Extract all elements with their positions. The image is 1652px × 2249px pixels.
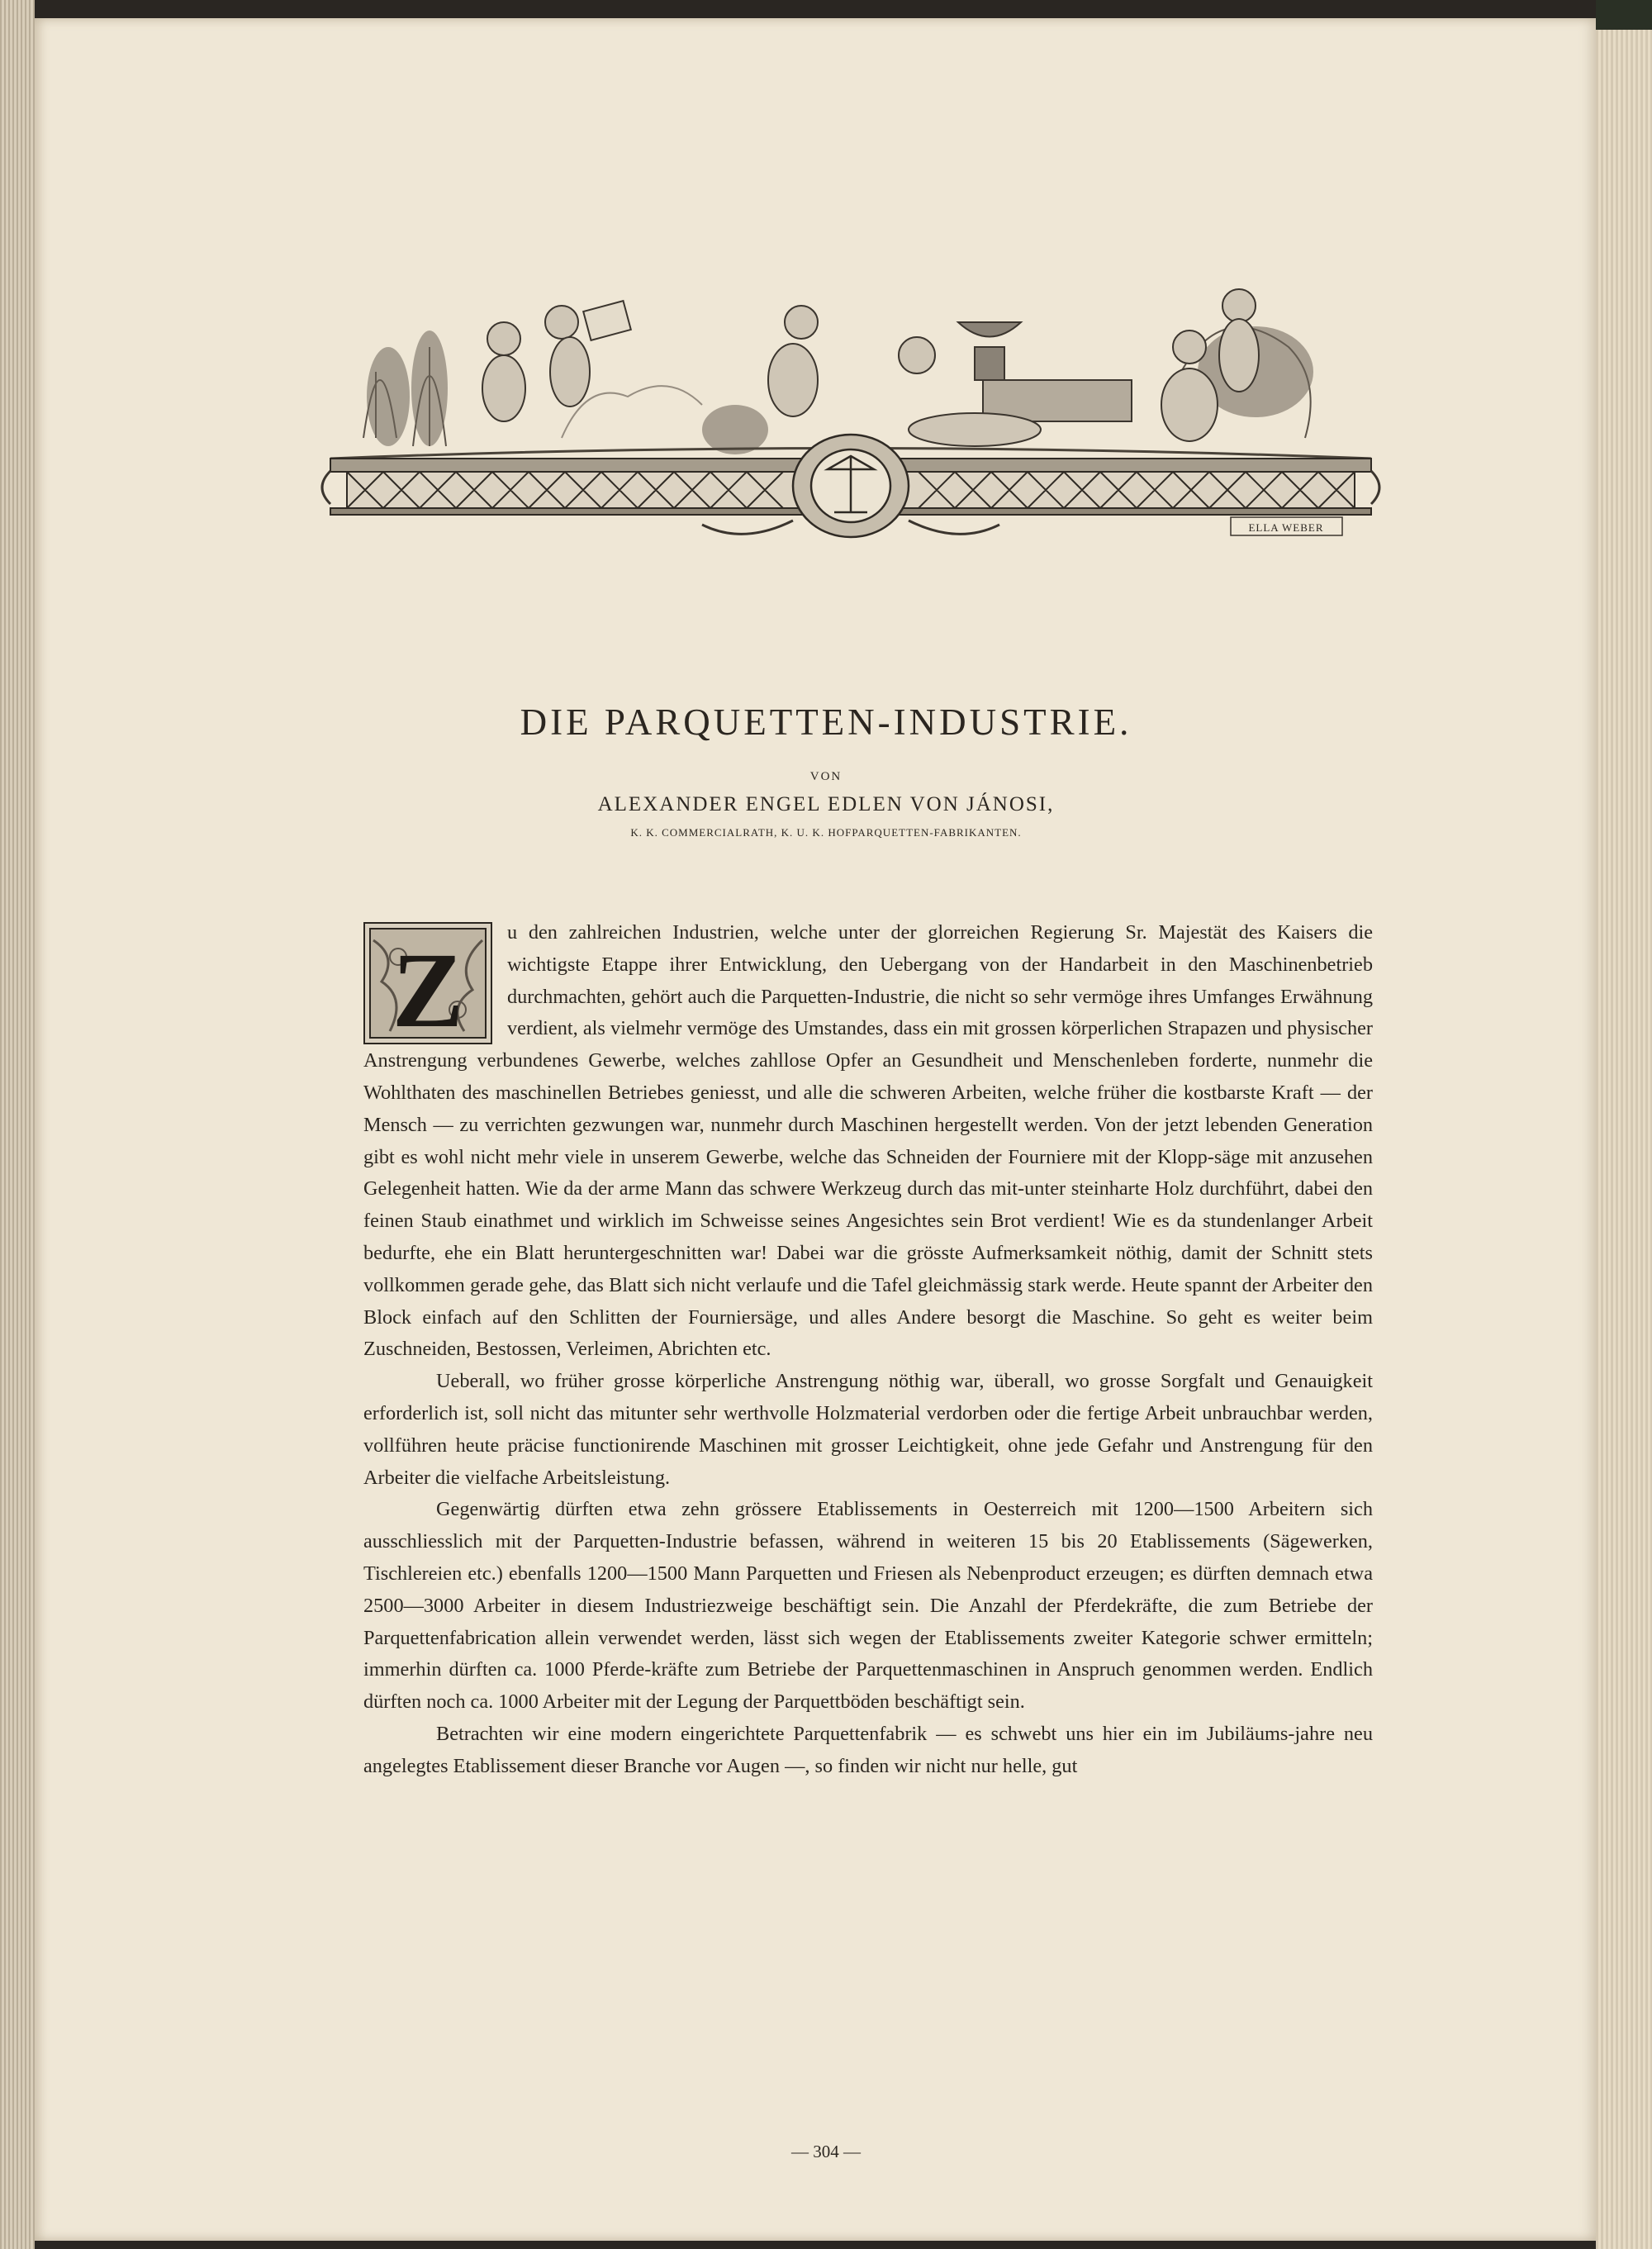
- paragraph-3: Gegenwärtig dürften etwa zehn grössere Etablissements in Oesterreich mit 1200—1500 Arbeitern sich ausschliesslich mit der Parquetten-Industrie befassen, während in weiteren 15 bis 20 Etablissements (Sägewerken, Tischlereien etc.) ebenfalls 1200—1500 Mann Parquetten und Friesen als Nebenproduct erzeugen; es dürften demnach etwa 2500—3000 Arbeiter in diesem Industriezweige beschäftigt sein. Die Anzahl der Pferdekräfte, die zum Betriebe der Parquettenfabrication allein verwendet werden, lässt sich wegen der Etablissements zweiter Kategorie schwer ermitteln; immerhin dürften ca. 1000 Pferde-kräfte zum Betriebe der Parquettenmaschinen in Anspruch genommen werden. Endlich dürften noch ca. 1000 Arbeiter mit der Legung der Parquettböden beschäftigt sein.: [363, 1498, 1373, 1714]
- drop-cap-letter: Z: [392, 931, 464, 1043]
- drop-cap-initial: [363, 922, 492, 1044]
- central-cartouche: [793, 435, 909, 537]
- paragraph-1: [363, 917, 1373, 1366]
- author-affiliation: K. K. COMMERCIALRATH, K. U. K. HOFPARQUETTEN-FABRIKANTEN.: [630, 826, 1022, 839]
- cherub-figures: [482, 289, 1259, 446]
- paragraph-4: Betrachten wir eine modern eingerichtete Parquettenfabrik — es schwebt uns hier ein im Jubiläums-jahre neu angelegtes Etablissement dieser Branche vor Augen —, so finden wir nicht nur helle, gut: [363, 1722, 1373, 1777]
- urn-pedestal: [958, 322, 1132, 421]
- article-body: [363, 917, 1373, 1783]
- paragraph-1-text: u den zahlreichen Industrien, welche unter der glorreichen Regierung Sr. Majestät des Kaisers die wichtigste Etappe ihrer Entwicklung, den Uebergang von der Handarbeit in den Maschinenbetrieb durchmachten, gehört auch die Parquetten-Industrie, die nicht so sehr vermöge ihres Umfanges Erwähnung verdient, als vielmehr vermöge des Umstandes, dass ein mit grossen körperlichen Strapazen und physischer Anstrengung verbundenes Gewerbe, welches zahllose Opfer an Gesundheit und Menschenleben forderte, nunmehr die Wohlthaten des maschinellen Betriebes geniesst, und alle die schweren Arbeiten, welche früher die kostbarste Kraft — der Mensch — zu verrichten gezwungen war, nunmehr durch Maschinen hergestellt werden. Von der jetzt lebenden Generation gibt es wohl nicht mehr viele in unserem Gewerbe, welche das Schneiden der Fourniere mit der Klopp-säge mit anzusehen Gelegenheit hatten. Wie da der arme Mann das schwere Werkzeug durch das mit-unter steinharte Holz durchführt, dabei den feinen Staub einathmet und wirklich im Schweisse seines Angesichtes sein Brot verdient! Wie es da stundenlanger Arbeit bedurfte, ehe ein Blatt heruntergeschnitten war! Dabei war die grösste Aufmerksamkeit nöthig, damit der Schnitt stets vollkommen gerade gehe, das Blatt sich nicht verlaufe und die Tafel gleichmässig stark werde. Heute spannt der Arbeiter den Block einfach auf den Schlitten der Fourniersäge, und alles Andere besorgt die Maschine. So geht es weiter beim Zuschneiden, Bestossen, Verleimen, Abrichten etc.: [363, 921, 1373, 1361]
- byline-prefix: VON: [809, 770, 843, 783]
- paragraph-2: Ueberall, wo früher grosse körperliche Anstrengung nöthig war, überall, wo grosse Sorgfalt und Genauigkeit erforderlich ist, soll nicht das mitunter sehr werthvolle Holzmaterial verdorben oder die fertige Arbeit unbrauchbar werden, vollführen heute präcise functionirende Maschinen mit grosser Leichtigkeit, ohne jede Gefahr und Anstrengung für den Arbeiter die vielfache Arbeitsleistung.: [363, 1370, 1373, 1489]
- illustrator-signature: ELLA WEBER: [1248, 521, 1324, 534]
- book-cover-corner: [1596, 0, 1652, 30]
- book-page-stack-right: [1596, 0, 1652, 2249]
- header-vignette-illustration: [314, 273, 1388, 549]
- drop-cap-ornament: [365, 924, 491, 1043]
- article-title: DIE PARQUETTEN-INDUSTRIE.: [520, 701, 1132, 743]
- book-page-stack-left: [0, 0, 35, 2249]
- page-number: — 304 —: [791, 2142, 861, 2161]
- author-name: ALEXANDER ENGEL EDLEN VON JÁNOSI,: [597, 793, 1055, 815]
